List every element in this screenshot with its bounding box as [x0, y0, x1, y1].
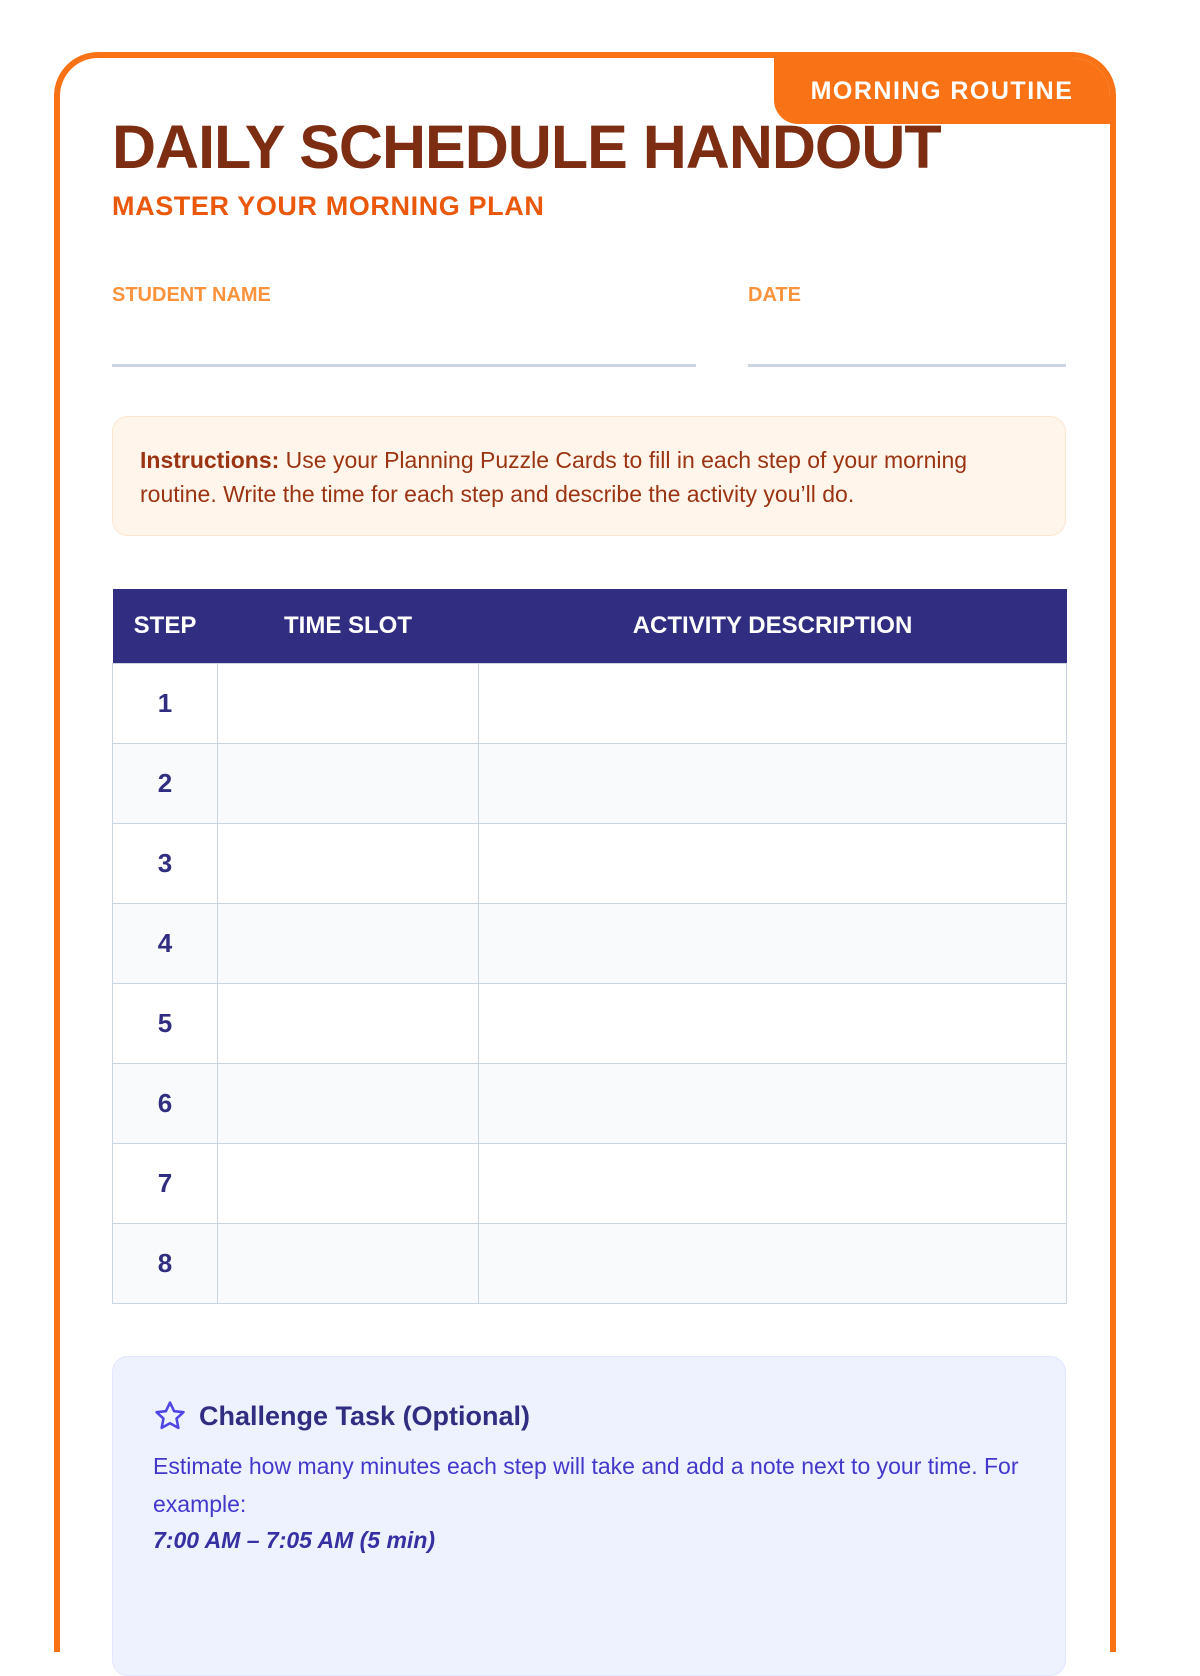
page-title: DAILY SCHEDULE HANDOUT	[112, 113, 941, 181]
date-line[interactable]	[748, 364, 1066, 367]
header-step: STEP	[113, 589, 218, 664]
time-slot-cell[interactable]	[218, 984, 479, 1064]
schedule-table	[112, 589, 1067, 1304]
handout-card	[54, 52, 1116, 1652]
table-row	[113, 1144, 1067, 1224]
activity-cell[interactable]	[479, 1064, 1067, 1144]
time-slot-cell[interactable]	[218, 664, 479, 744]
star-icon	[153, 1399, 187, 1433]
time-slot-cell[interactable]	[218, 1064, 479, 1144]
date-label: DATE	[748, 284, 801, 306]
time-slot-cell[interactable]	[218, 744, 479, 824]
time-slot-cell[interactable]	[218, 904, 479, 984]
step-number: 3	[113, 824, 218, 904]
activity-cell[interactable]	[479, 984, 1067, 1064]
step-number: 1	[113, 664, 218, 744]
table-row	[113, 664, 1067, 744]
routine-tag: MORNING ROUTINE	[774, 58, 1110, 124]
time-slot-cell[interactable]	[218, 1224, 479, 1304]
activity-cell[interactable]	[479, 1224, 1067, 1304]
activity-cell[interactable]	[479, 664, 1067, 744]
challenge-box	[112, 1356, 1066, 1676]
challenge-heading	[153, 1399, 530, 1433]
time-slot-cell[interactable]	[218, 824, 479, 904]
table-row	[113, 744, 1067, 824]
activity-cell[interactable]	[479, 904, 1067, 984]
challenge-body: Estimate how many minutes each step will take and add a note next to your time. For example:	[153, 1453, 1019, 1517]
activity-cell[interactable]	[479, 1144, 1067, 1224]
activity-cell[interactable]	[479, 744, 1067, 824]
page-subtitle: MASTER YOUR MORNING PLAN	[112, 191, 545, 221]
step-number: 8	[113, 1224, 218, 1304]
table-row	[113, 824, 1067, 904]
step-number: 7	[113, 1144, 218, 1224]
challenge-title: Challenge Task (Optional)	[199, 1400, 531, 1431]
table-row	[113, 1224, 1067, 1304]
header-time-slot: TIME SLOT	[218, 589, 479, 664]
table-row	[113, 904, 1067, 984]
table-row	[113, 1064, 1067, 1144]
step-number: 2	[113, 744, 218, 824]
table-header-row	[113, 589, 1067, 664]
table-row	[113, 984, 1067, 1064]
challenge-example: 7:00 AM – 7:05 AM (5 min)	[153, 1527, 436, 1553]
time-slot-cell[interactable]	[218, 1144, 479, 1224]
instructions-lead: Instructions:	[140, 447, 280, 473]
instructions-box	[112, 416, 1066, 536]
step-number: 5	[113, 984, 218, 1064]
student-name-label: STUDENT NAME	[112, 284, 271, 306]
step-number: 6	[113, 1064, 218, 1144]
activity-cell[interactable]	[479, 824, 1067, 904]
header-activity-description: ACTIVITY DESCRIPTION	[479, 589, 1067, 664]
step-number: 4	[113, 904, 218, 984]
student-name-line[interactable]	[112, 364, 696, 367]
instructions-text: Use your Planning Puzzle Cards to fill in each step of your morning routine. Write the time for each step and describe the activity you’ll do.	[140, 447, 968, 507]
